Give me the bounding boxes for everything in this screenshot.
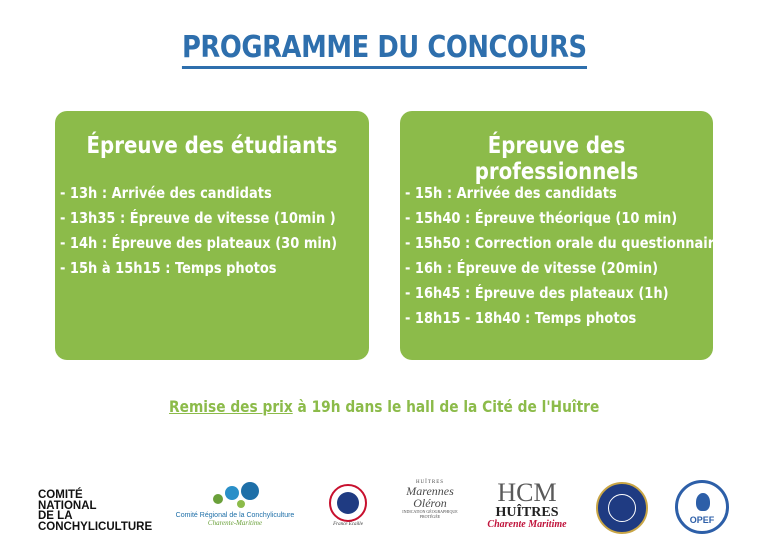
mo-top: HUÎTRES (415, 480, 445, 485)
partner-logos (0, 470, 768, 548)
cnc-line: DE LA (38, 510, 73, 522)
mo-main: Marennes Oléron (406, 484, 454, 510)
schedule-item: - 18h15 - 18h40 : Temps photos (405, 309, 637, 327)
hcm-logo (482, 480, 572, 530)
schedule-item: - 15h50 : Correction orale du questionnaire (405, 234, 723, 252)
professionals-schedule (405, 181, 723, 331)
page-title: PROGRAMME DU CONCOURS (182, 30, 587, 69)
professionals-heading: Épreuve des professionnels (474, 133, 639, 185)
award-details: à 19h dans le hall de la Cité de l'Huître (292, 397, 600, 416)
schedule-item: - 13h35 : Épreuve de vitesse (10min ) (60, 209, 336, 227)
students-panel (55, 111, 369, 360)
schedule-item: - 13h : Arrivée des candidats (60, 184, 272, 202)
schedule-item: - 15h à 15h15 : Temps photos (60, 259, 277, 277)
professionals-panel (400, 111, 723, 360)
students-heading: Épreuve des étudiants (86, 133, 338, 159)
seal-ring (608, 494, 636, 522)
mo-bottom: INDICATION GÉOGRAPHIQUE PROTÉGÉE (402, 509, 458, 519)
hcm-huitres: HUÎTRES (495, 505, 559, 520)
award-ceremony-line (0, 397, 768, 416)
france-ecaille-logo (326, 484, 370, 527)
opef-emblem-icon (696, 493, 710, 511)
cnc-line: COMITÉ (38, 489, 83, 501)
france-ecaille-text: France Ecaille (333, 522, 363, 527)
award-highlight: Remise des prix (168, 397, 293, 416)
hcm-region: Charente Maritime (487, 519, 567, 530)
schedule-item: - 14h : Épreuve des plateaux (30 min) (60, 234, 338, 252)
page-title-wrap (0, 30, 768, 69)
france-ecaille-emblem-icon (329, 484, 367, 522)
crc-drops-icon (175, 480, 295, 512)
crc-name: Comité Régional de la Conchyliculture (175, 512, 295, 519)
opef-text: OPEF (689, 515, 715, 525)
federation-seal-icon (596, 482, 648, 534)
marennes-oleron-logo (398, 480, 462, 519)
cnc-line: CONCHYLICULTURE (38, 520, 153, 533)
schedule-item: - 16h : Épreuve de vitesse (20min) (405, 259, 659, 277)
schedule-item: - 15h : Arrivée des candidats (405, 184, 617, 202)
cnc-line: NATIONAL (38, 499, 97, 512)
opef-logo (675, 480, 729, 534)
crc-subtitle: Charente-Maritime (207, 519, 263, 527)
cnc-logo (38, 490, 152, 532)
crc-logo (175, 480, 295, 527)
schedule-item: - 15h40 : Épreuve théorique (10 min) (405, 209, 678, 227)
schedule-item: - 16h45 : Épreuve des plateaux (1h) (405, 284, 669, 302)
award-ceremony-text (169, 397, 599, 416)
hcm-letters: HCM (497, 478, 557, 507)
students-schedule (60, 181, 369, 281)
